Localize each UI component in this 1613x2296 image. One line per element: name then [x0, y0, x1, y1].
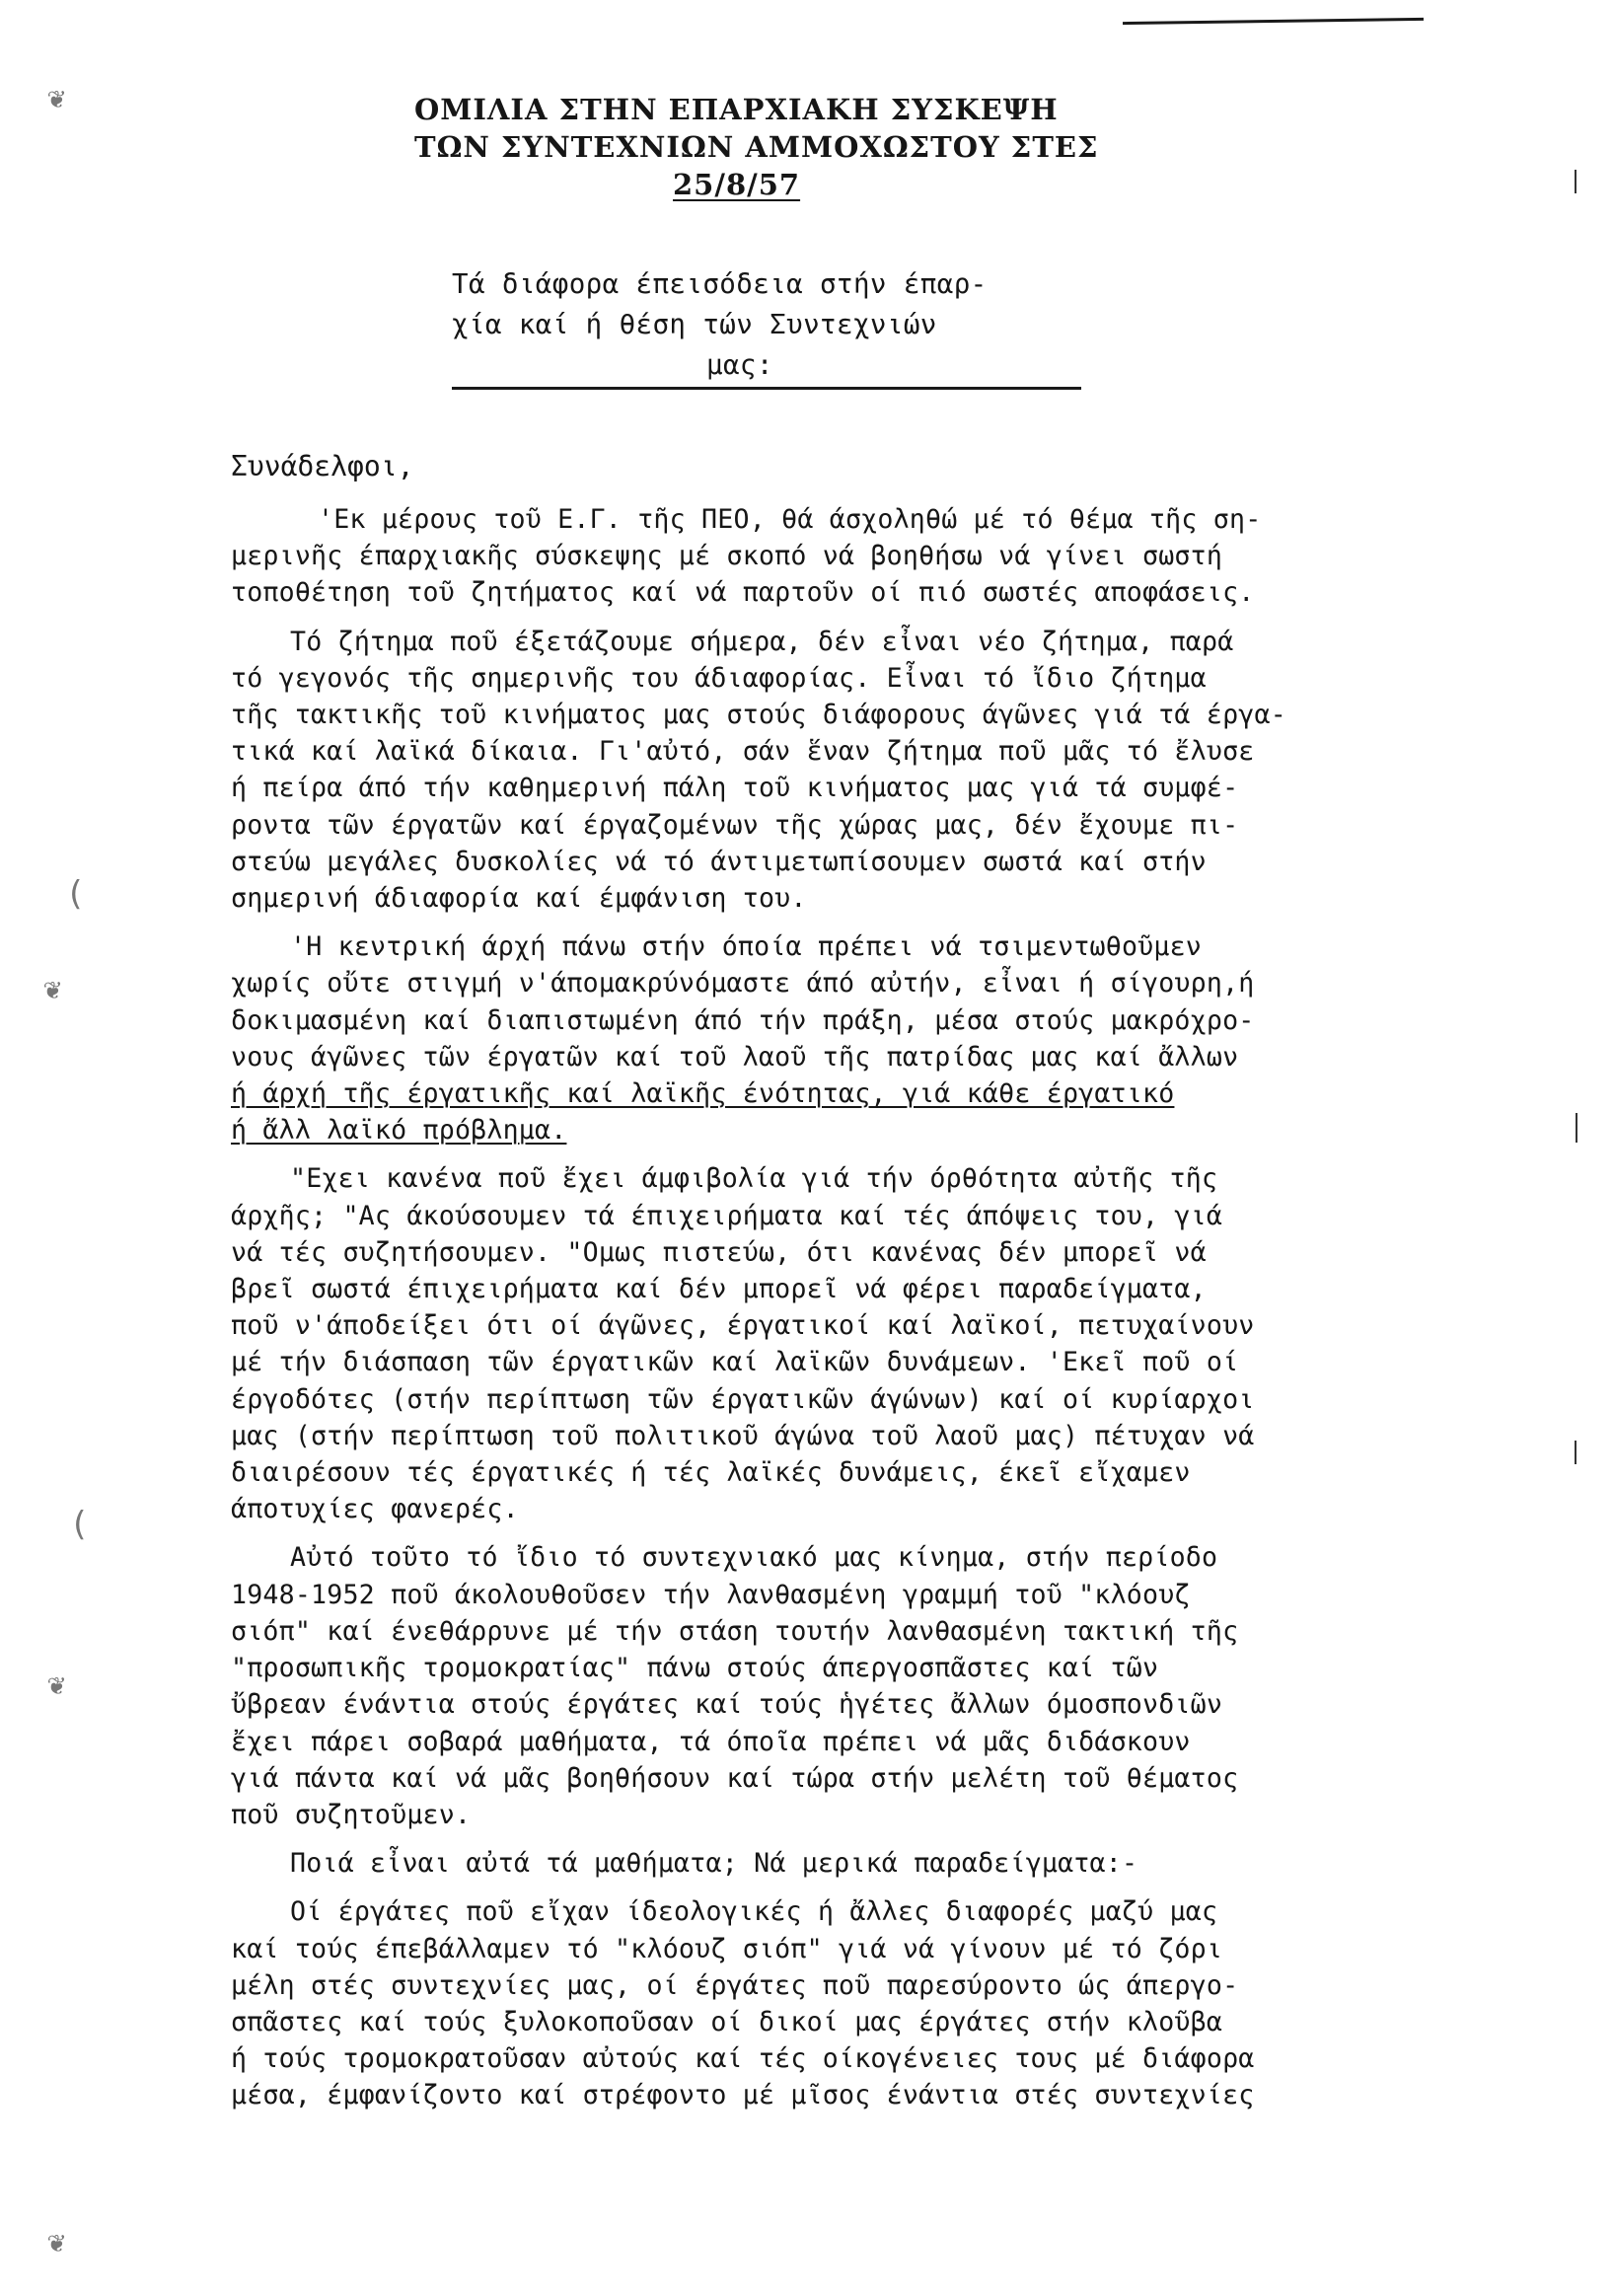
text-line: ή πείρα άπό τήν καθημερινή πάλη τοῦ κινήματος μας γιά τά συμφέ-	[231, 773, 1239, 804]
paragraph	[231, 1160, 1553, 1527]
paragraph	[231, 501, 1553, 612]
topic-line: Τά διάφορα έπεισόδεια στήν έπαρ-	[452, 268, 988, 300]
text-line: ποῦ συζητοῦμεν.	[231, 1799, 472, 1830]
paragraph	[231, 928, 1553, 1148]
text-line: σιόπ" καί ένεθάρρυνε μέ τήν στάση τουτήν λανθασμένη τακτική τῆς	[231, 1615, 1239, 1647]
text-line: μερινῆς έπαρχιακῆς σύσκεψης μέ σκοπό νά βοηθήσω νά γίνει σωστή	[231, 541, 1223, 572]
text-line: Αὐτό τοῦτο τό ἴδιο τό συντεχνιακό μας κίνημα, στήν περίοδο	[290, 1542, 1218, 1574]
text-line: βρεῖ σωστά έπιχειρήματα καί δέν μπορεῖ νά φέρει παραδείγματα,	[231, 1274, 1207, 1305]
topic-rule	[452, 387, 1081, 390]
text-line: 'Η κεντρική άρχή πάνω στήν όποία πρέπει νά τσιμεντωθοῦμεν	[290, 931, 1203, 963]
text-line: σημερινή άδιαφορία καί έμφάνιση του.	[231, 883, 807, 915]
scan-artifact-mark: (	[69, 1505, 90, 1544]
paragraph	[231, 624, 1553, 918]
text-line: στεύω μεγάλες δυσκολίες νά τό άντιμετωπίσουμεν σωστά καί στήν	[231, 846, 1207, 877]
document-header	[414, 91, 1204, 203]
text-line: γιά πάντα καί νά μᾶς βοηθήσουν καί τώρα στήν μελέτη τοῦ θέματος	[231, 1762, 1239, 1794]
topic-heading	[452, 264, 1083, 386]
text-line: Τό ζήτημα ποῦ έξετάζουμε σήμερα, δέν εἶναι νέο ζήτημα, παρά	[290, 626, 1234, 657]
header-line: ΤΩΝ ΣΥΝΤΕΧΝΙΩΝ ΑΜΜΟΧΩΣΤΟΥ ΣΤΕΣ	[414, 130, 1099, 164]
scan-artifact-mark	[1575, 1441, 1576, 1464]
top-rule	[1123, 18, 1424, 25]
text-line: Οί έργάτες ποῦ εἴχαν ίδεολογικές ή ἄλλες διαφορές μαζύ μας	[290, 1896, 1218, 1928]
text-line: άρχῆς; "Ας άκούσουμεν τά έπιχειρήματα καί τές άπόψεις του, γιά	[231, 1200, 1223, 1231]
text-line: ὔβρεαν ένάντια στούς έργάτες καί τούς ἡγέτες ἄλλων όμοσπονδιῶν	[231, 1689, 1223, 1721]
text-line: τό γεγονός τῆς σημερινῆς του άδιαφορίας. Εἶναι τό ἴδιο ζήτημα	[231, 662, 1207, 694]
text-line	[231, 1112, 1553, 1148]
text-line: μέλη στές συντεχνίες μας, οί έργάτες ποῦ παρεσύροντο ώς άπεργο-	[231, 1969, 1239, 2001]
paragraph	[231, 1539, 1553, 1833]
text-line: έργοδότες (στήν περίπτωση τῶν έργατικῶν άγώνων) καί οί κυρίαρχοι	[231, 1383, 1255, 1415]
text-line: τικά καί λαϊκά δίκαια. Γι'αὐτό, σάν ἕναν ζήτημα ποῦ μᾶς τό ἔλυσε	[231, 736, 1255, 768]
text-line: μας (στήν περίπτωση τοῦ πολιτικοῦ άγώνα τοῦ λαοῦ μας) πέτυχαν νά	[231, 1420, 1255, 1451]
text-line: σπᾶστες καί τούς ξυλοκοποῦσαν οί δικοί μας έργάτες στήν κλοῦβα	[231, 2006, 1223, 2037]
text-line: ἔχει πάρει σοβαρά μαθήματα, τά όποῖα πρέπει νά μᾶς διδάσκουν	[231, 1726, 1191, 1757]
text-line: νά τές συζητήσουμεν. "Ομως πιστεύω, ότι κανένας δέν μπορεῖ νά	[231, 1236, 1207, 1268]
paragraph	[231, 1893, 1553, 2113]
scan-artifact-mark: ❦	[47, 1667, 66, 1702]
text-line: νους άγῶνες τῶν έργατῶν καί τοῦ λαοῦ τῆς πατρίδας μας καί ἄλλων	[231, 1041, 1239, 1073]
scan-artifact-mark	[1576, 1113, 1577, 1143]
scan-artifact-mark: ❦	[47, 2225, 66, 2259]
text-line: ροντα τῶν έργατῶν καί έργαζομένων τῆς χώρας μας, δέν ἔχουμε πι-	[231, 809, 1239, 841]
text-line: τοποθέτηση τοῦ ζητήματος καί νά παρτοῦν οί πιό σωστές αποφάσεις.	[231, 577, 1255, 609]
text-line: χωρίς οὔτε στιγμή ν'άπομακρύνόμαστε άπό αὐτήν, εἶναι ή σίγουρη,ή	[231, 968, 1255, 1000]
text-line: άποτυχίες φανερές.	[231, 1494, 519, 1525]
scan-artifact-mark: ❦	[43, 972, 62, 1006]
underlined-text: ή ἄλλ λαϊκό πρόβλημα.	[231, 1115, 567, 1147]
scan-artifact-mark: (	[65, 874, 86, 914]
document-body	[231, 501, 1553, 2126]
text-line: ποῦ ν'άποδείξει ότι οί άγῶνες, έργατικοί καί λαϊκοί, πετυχαίνουν	[231, 1310, 1255, 1342]
text-line: διαιρέσουν τές έργατικές ή τές λαϊκές δυνάμεις, έκεῖ εἴχαμεν	[231, 1457, 1191, 1489]
text-line: 'Εκ μέρους τοῦ Ε.Γ. τῆς ΠΕΟ, θά άσχοληθώ μέ τό θέμα τῆς ση-	[318, 504, 1262, 535]
text-line: "Εχει κανένα ποῦ ἔχει άμφιβολία γιά τήν όρθότητα αὐτῆς τῆς	[290, 1163, 1218, 1195]
header-line: ΟΜΙΛΙΑ ΣΤΗΝ ΕΠΑΡΧΙΑΚΗ ΣΥΣΚΕΨΗ	[414, 93, 1059, 126]
text-line: μέσα, έμφανίζοντο καί στρέφοντο μέ μῖσος ένάντια στές συντεχνίες	[231, 2080, 1255, 2111]
text-line: τῆς τακτικῆς τοῦ κινήματος μας στούς διάφορους άγῶνες γιά τά έργα-	[231, 700, 1286, 731]
text-line: "προσωπικῆς τρομοκρατίας" πάνω στούς άπεργοσπᾶστες καί τῶν	[231, 1653, 1159, 1684]
underlined-text: ή άρχή τῆς έργατικῆς καί λαϊκῆς ένότητας, γιά κάθε έργατικό	[231, 1078, 1175, 1110]
paragraph	[231, 1845, 1553, 1882]
header-date: 25/8/57	[673, 168, 801, 201]
text-line: καί τούς έπεβάλλαμεν τό "κλόουζ σιόπ" γιά νά γίνουν μέ τό ζόρι	[231, 1933, 1223, 1964]
text-line	[231, 1075, 1553, 1112]
scan-artifact-mark	[1575, 170, 1576, 193]
text-line: 1948-1952 ποῦ άκολουθοῦσεν τήν λανθασμένη γραμμή τοῦ "κλόουζ	[231, 1579, 1191, 1610]
text-line: Ποιά εἶναι αὐτά τά μαθήματα; Νά μερικά παραδείγματα:-	[290, 1848, 1138, 1880]
text-line: δοκιμασμένη καί διαπιστωμένη άπό τήν πράξη, μέσα στούς μακρόχρο-	[231, 1004, 1255, 1036]
scan-artifact-mark: ❦	[47, 81, 66, 115]
salutation: Συνάδελφοι,	[231, 450, 414, 482]
topic-line: μας:	[706, 349, 773, 381]
text-line: μέ τήν διάσπαση τῶν έργατικῶν καί λαϊκῶν δυνάμεων. 'Εκεῖ ποῦ οί	[231, 1347, 1239, 1378]
text-line: ή τούς τρομοκρατοῦσαν αὐτούς καί τές οίκογένειες τους μέ διάφορα	[231, 2043, 1255, 2075]
topic-line: χία καί ή θέση τών Συντεχνιών	[452, 309, 937, 340]
